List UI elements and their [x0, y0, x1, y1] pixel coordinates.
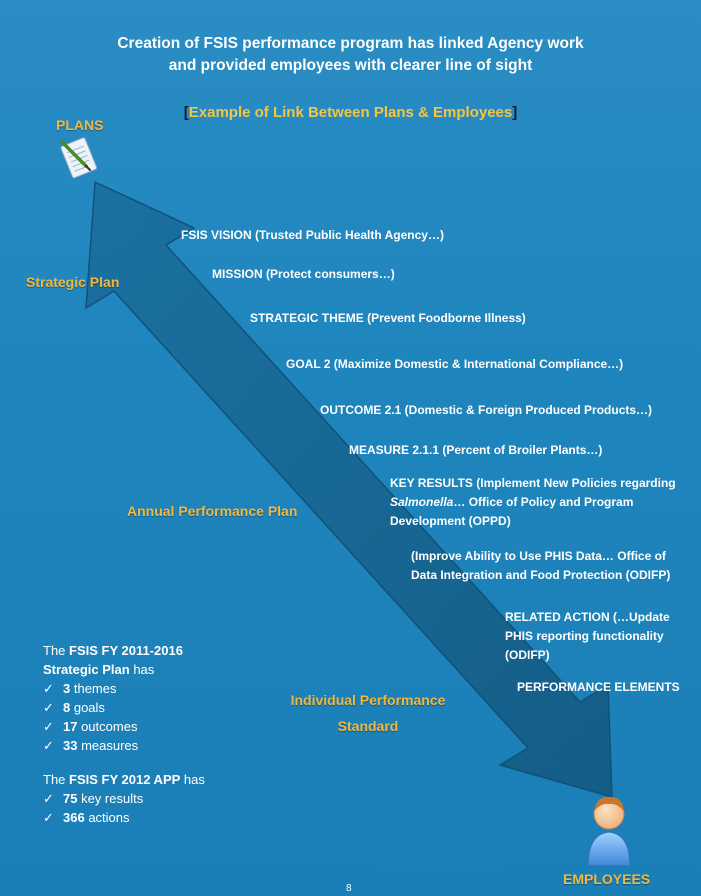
- individual-performance-standard-label: [268, 687, 468, 739]
- checkmark-icon: ✓: [43, 719, 54, 734]
- stat-number: 33: [63, 738, 78, 753]
- stat-list-item: [43, 808, 273, 827]
- outcome-item: OUTCOME 2.1 (Domestic & Foreign Produced Products…): [320, 403, 653, 417]
- performance-elements-item: PERFORMANCE ELEMENTS: [517, 680, 680, 694]
- key-results-line-2: [390, 493, 676, 512]
- stat-list-item: [43, 698, 273, 717]
- stat-list-item: [43, 736, 273, 755]
- checkmark-icon: ✓: [43, 738, 54, 753]
- stat-number: 366: [63, 810, 85, 825]
- subtitle-open-bracket: [: [183, 104, 189, 121]
- related-line-2: PHIS reporting functionality: [505, 629, 664, 643]
- employees-label: EMPLOYEES: [563, 871, 651, 887]
- phis-data-item: [411, 547, 670, 585]
- individual-line-2: Standard: [337, 718, 399, 734]
- plan-intro-pre: The: [43, 643, 70, 658]
- strategic-plan-label: Strategic Plan: [26, 274, 120, 290]
- plan-intro-bold: FSIS FY 2011-2016: [69, 643, 183, 658]
- plans-label: PLANS: [56, 117, 104, 133]
- page-title: [0, 33, 701, 77]
- phis-line-1: (Improve Ability to Use PHIS Data… Office of: [411, 549, 666, 563]
- checkmark-icon: ✓: [43, 810, 54, 825]
- phis-line-2: Data Integration and Food Protection (ODIFP): [411, 568, 671, 582]
- checkmark-icon: ✓: [43, 681, 54, 696]
- plan-intro-2: [43, 660, 273, 679]
- notepad-pencil-icon: [56, 134, 106, 180]
- related-action-item: [505, 608, 670, 665]
- plan-intro-bold-2: Strategic Plan: [43, 662, 130, 677]
- stat-text: themes: [70, 681, 117, 696]
- stat-list-item: [43, 679, 273, 698]
- related-line-3: (ODIFP): [505, 648, 550, 662]
- checkmark-icon: ✓: [43, 791, 54, 806]
- strategic-plan-stats: [43, 641, 273, 755]
- subtitle-close-bracket: ]: [512, 104, 518, 121]
- mission-item: MISSION (Protect consumers…): [212, 267, 395, 281]
- stat-number: 75: [63, 791, 78, 806]
- key-results-line-2-rest: … Office of Policy and Program: [453, 495, 634, 509]
- related-line-1: RELATED ACTION (…Update: [505, 610, 670, 624]
- app-stats: [43, 770, 273, 827]
- plan-stats-list: [43, 679, 273, 755]
- goal-item: GOAL 2 (Maximize Domestic & International Compliance…): [286, 357, 624, 371]
- page-number: 8: [346, 883, 352, 894]
- stat-number: 8: [63, 700, 71, 715]
- app-intro-bold: FSIS FY 2012 APP: [69, 772, 181, 787]
- stat-text: actions: [84, 810, 130, 825]
- stat-text: key results: [77, 791, 144, 806]
- salmonella-italic: Salmonella: [390, 495, 454, 509]
- stat-text: measures: [77, 738, 139, 753]
- stat-text: goals: [70, 700, 105, 715]
- stat-list-item: [43, 717, 273, 736]
- stat-list-item: [43, 789, 273, 808]
- key-results-line-3: Development (OPPD): [390, 514, 511, 528]
- app-intro-pre: The: [43, 772, 70, 787]
- key-results-item: [390, 474, 676, 531]
- measure-item: MEASURE 2.1.1 (Percent of Broiler Plants…): [349, 443, 603, 457]
- checkmark-icon: ✓: [43, 700, 54, 715]
- strategic-theme-item: STRATEGIC THEME (Prevent Foodborne Illness): [250, 311, 526, 325]
- vision-item: FSIS VISION (Trusted Public Health Agency…): [181, 228, 444, 242]
- app-stats-list: [43, 789, 273, 827]
- subtitle-text: Example of Link Between Plans & Employees: [188, 104, 513, 121]
- app-intro-post: has: [180, 772, 205, 787]
- plan-intro-post: has: [129, 662, 155, 677]
- annual-performance-plan-label: Annual Performance Plan: [127, 503, 298, 519]
- stat-text: outcomes: [77, 719, 138, 734]
- stat-number: 3: [63, 681, 71, 696]
- page-subtitle: [0, 104, 701, 121]
- title-line-1: Creation of FSIS performance program has linked Agency work: [117, 35, 584, 52]
- key-results-line-1: KEY RESULTS (Implement New Policies regarding: [390, 476, 676, 490]
- person-icon: [582, 792, 636, 870]
- app-intro: [43, 770, 273, 789]
- plan-intro: [43, 641, 273, 660]
- title-line-2: and provided employees with clearer line of sight: [168, 57, 533, 74]
- stat-number: 17: [63, 719, 78, 734]
- individual-line-1: Individual Performance: [290, 692, 446, 708]
